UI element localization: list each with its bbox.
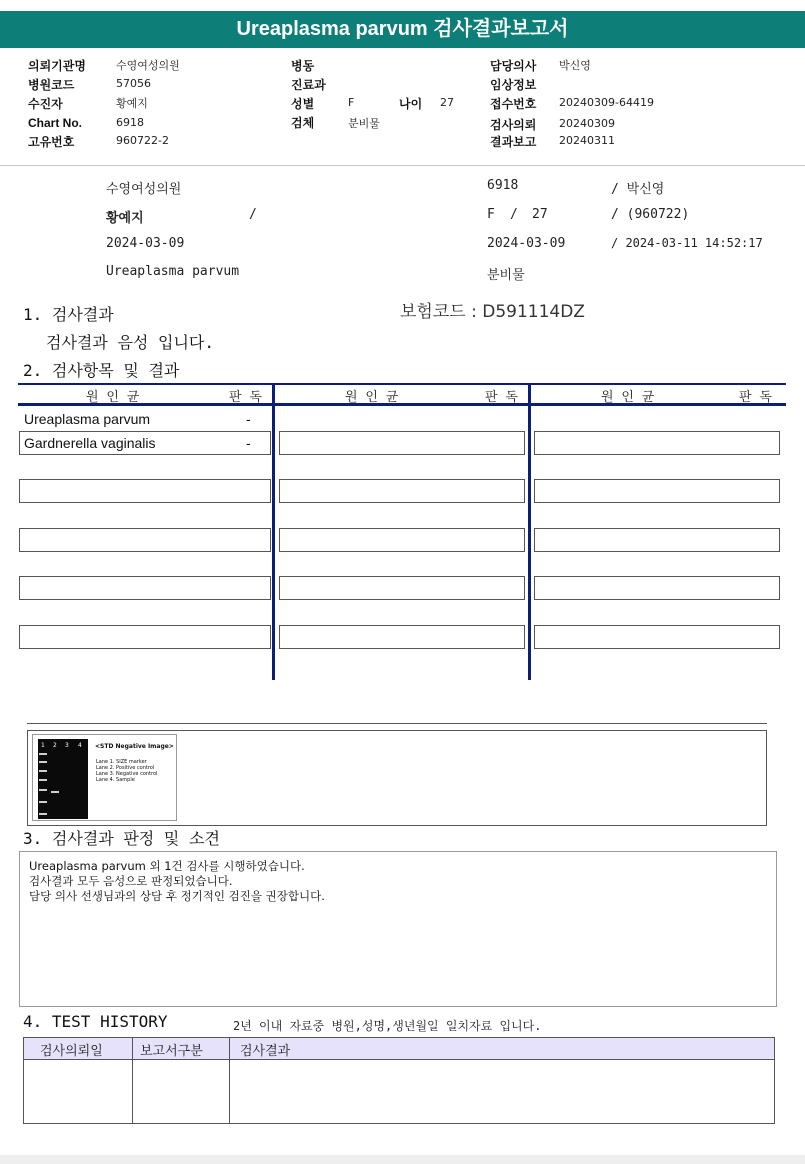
- grid-header-pathogen-2: 원 인 균: [345, 390, 399, 405]
- result-row-2-judgment: -: [246, 435, 251, 451]
- gel-band: [39, 770, 47, 772]
- header-label-chart-no: Chart No.: [28, 116, 82, 130]
- result-row-1-judgment: -: [246, 411, 251, 427]
- insurance-code: 보험코드 : D591114DZ: [400, 302, 585, 322]
- history-note: 2년 이내 자료중 병원,성명,생년월일 일치자료 입니다.: [233, 1019, 542, 1033]
- gel-legend-item: Lane 2. Positive control: [96, 765, 155, 771]
- history-col-result: 검사결과: [240, 1044, 291, 1059]
- gel-legend-item: Lane 4. Sample: [96, 777, 135, 783]
- result-cell-box: [534, 625, 780, 649]
- summary-birth: / (960722): [611, 207, 690, 222]
- result-cell-box: [19, 528, 271, 552]
- gel-legend: [96, 759, 157, 783]
- grid-header-judgment-2: 판 독: [485, 390, 518, 405]
- result-cell-box: [19, 625, 271, 649]
- header-label-clinic: 의뢰기관명: [28, 59, 86, 73]
- grid-header-judgment-3: 판 독: [739, 390, 772, 405]
- gel-lane-label: 1: [41, 742, 45, 749]
- summary-request-date: 2024-03-09: [106, 236, 185, 251]
- header-value-sex: F: [348, 96, 355, 109]
- section1-result: 검사결과 음성 입니다.: [46, 333, 215, 352]
- header-label-department: 진료과: [291, 78, 326, 92]
- header-value-unique-no: 960722-2: [116, 134, 169, 147]
- history-table-header: [23, 1037, 775, 1060]
- gel-band: [39, 801, 47, 803]
- gel-band: [39, 761, 47, 763]
- header-value-patient: 황예지: [116, 97, 148, 110]
- result-row-1-pathogen: Ureaplasma parvum: [24, 411, 151, 427]
- gel-image: [38, 739, 88, 819]
- header-label-hospital-code: 병원코드: [28, 78, 75, 92]
- header-label-patient: 수진자: [28, 97, 63, 111]
- result-cell-box: [279, 479, 525, 503]
- result-cell-box: [534, 479, 780, 503]
- result-cell-box: [534, 576, 780, 600]
- summary-age: 27: [532, 207, 548, 222]
- history-col-divider: [229, 1037, 230, 1124]
- history-col-request-date: 검사의뢰일: [40, 1044, 103, 1059]
- summary-slash: /: [249, 207, 257, 222]
- gel-band: [51, 791, 59, 793]
- grid-col-divider-1: [272, 383, 275, 680]
- header-value-receipt-no: 20240309-64419: [559, 96, 654, 109]
- header-label-sex: 성별: [291, 97, 315, 111]
- result-cell-box: [19, 576, 271, 600]
- header-value-age: 27: [440, 96, 454, 109]
- gel-band: [39, 813, 47, 815]
- gel-legend-item: Lane 3. Negative control: [96, 771, 158, 777]
- header-value-doctor: 박신영: [559, 59, 591, 72]
- gel-top-rule: [27, 723, 767, 724]
- opinion-line: 검사결과 모두 음성으로 판정되었습니다.: [29, 874, 233, 888]
- gel-band: [39, 789, 47, 791]
- section3-title: 3. 검사결과 판정 및 소견: [23, 829, 220, 848]
- header-value-report-date: 20240311: [559, 134, 615, 147]
- summary-slash-2: /: [510, 207, 518, 222]
- header-label-clinical-info: 임상정보: [490, 78, 537, 92]
- gel-band: [39, 779, 47, 781]
- header-label-doctor: 담당의사: [490, 59, 537, 73]
- result-cell-box: [534, 528, 780, 552]
- summary-doctor: / 박신영: [611, 182, 665, 197]
- summary-test-name: Ureaplasma parvum: [106, 264, 240, 279]
- opinion-line: Ureaplasma parvum 외 1건 검사를 시행하였습니다.: [29, 859, 305, 873]
- summary-sex: F: [487, 207, 495, 222]
- header-divider: [0, 165, 805, 166]
- summary-report-datetime: / 2024-03-11 14:52:17: [611, 236, 763, 250]
- header-label-specimen: 검체: [291, 116, 315, 130]
- header-label-ward: 병동: [291, 59, 315, 73]
- result-cell-box: [534, 431, 780, 455]
- result-row-2-pathogen: Gardnerella vaginalis: [24, 435, 156, 451]
- section2-title: 2. 검사항목 및 결과: [23, 361, 180, 380]
- header-label-receipt-no: 접수번호: [490, 97, 537, 111]
- gel-lane-label: 2: [53, 742, 57, 749]
- section4-title: 4. TEST HISTORY: [23, 1012, 168, 1031]
- opinion-line: 담당 의사 선생님과의 상담 후 정기적인 검진을 권장합니다.: [29, 889, 325, 903]
- header-label-request-date: 검사의뢰: [490, 118, 537, 132]
- history-col-report-type: 보고서구분: [140, 1044, 203, 1059]
- footer-band: [0, 1155, 805, 1164]
- result-cell-box: [279, 625, 525, 649]
- summary-clinic: 수영여성의원: [106, 182, 182, 197]
- result-cell-box: [279, 576, 525, 600]
- header-label-report-date: 결과보고: [490, 135, 537, 149]
- grid-col-divider-2: [528, 383, 531, 680]
- header-value-specimen: 분비물: [348, 117, 380, 130]
- section1-title: 1. 검사결과: [23, 305, 114, 324]
- result-cell-box: [19, 479, 271, 503]
- gel-band: [39, 753, 47, 755]
- header-label-unique-no: 고유번호: [28, 135, 75, 149]
- summary-patient: 황예지: [106, 211, 144, 226]
- gel-lane-label: 4: [78, 742, 82, 749]
- header-label-age: 나이: [399, 97, 423, 111]
- report-title: Ureaplasma parvum 검사결과보고서: [0, 11, 805, 48]
- result-cell-box: [279, 528, 525, 552]
- history-col-divider: [132, 1037, 133, 1124]
- gel-title: <STD Negative Image>: [95, 743, 174, 750]
- summary-receipt-date: 2024-03-09: [487, 236, 566, 251]
- header-value-clinic: 수영여성의원: [116, 59, 180, 72]
- gel-legend-item: Lane 1. SIZE marker: [96, 759, 147, 765]
- header-value-hospital-code: 57056: [116, 77, 151, 90]
- grid-header-pathogen-3: 원 인 균: [601, 390, 655, 405]
- summary-chart-no: 6918: [487, 178, 519, 193]
- summary-specimen: 분비물: [487, 268, 525, 283]
- opinion-box: [19, 851, 777, 1007]
- result-cell-box: [279, 431, 525, 455]
- grid-header-pathogen-1: 원 인 균: [86, 390, 140, 405]
- header-value-chart-no: 6918: [116, 116, 144, 129]
- grid-top-line: [18, 383, 786, 385]
- grid-header-judgment-1: 판 독: [229, 390, 262, 405]
- history-table-body: [23, 1059, 775, 1124]
- header-value-request-date: 20240309: [559, 117, 615, 130]
- gel-lane-label: 3: [65, 742, 69, 749]
